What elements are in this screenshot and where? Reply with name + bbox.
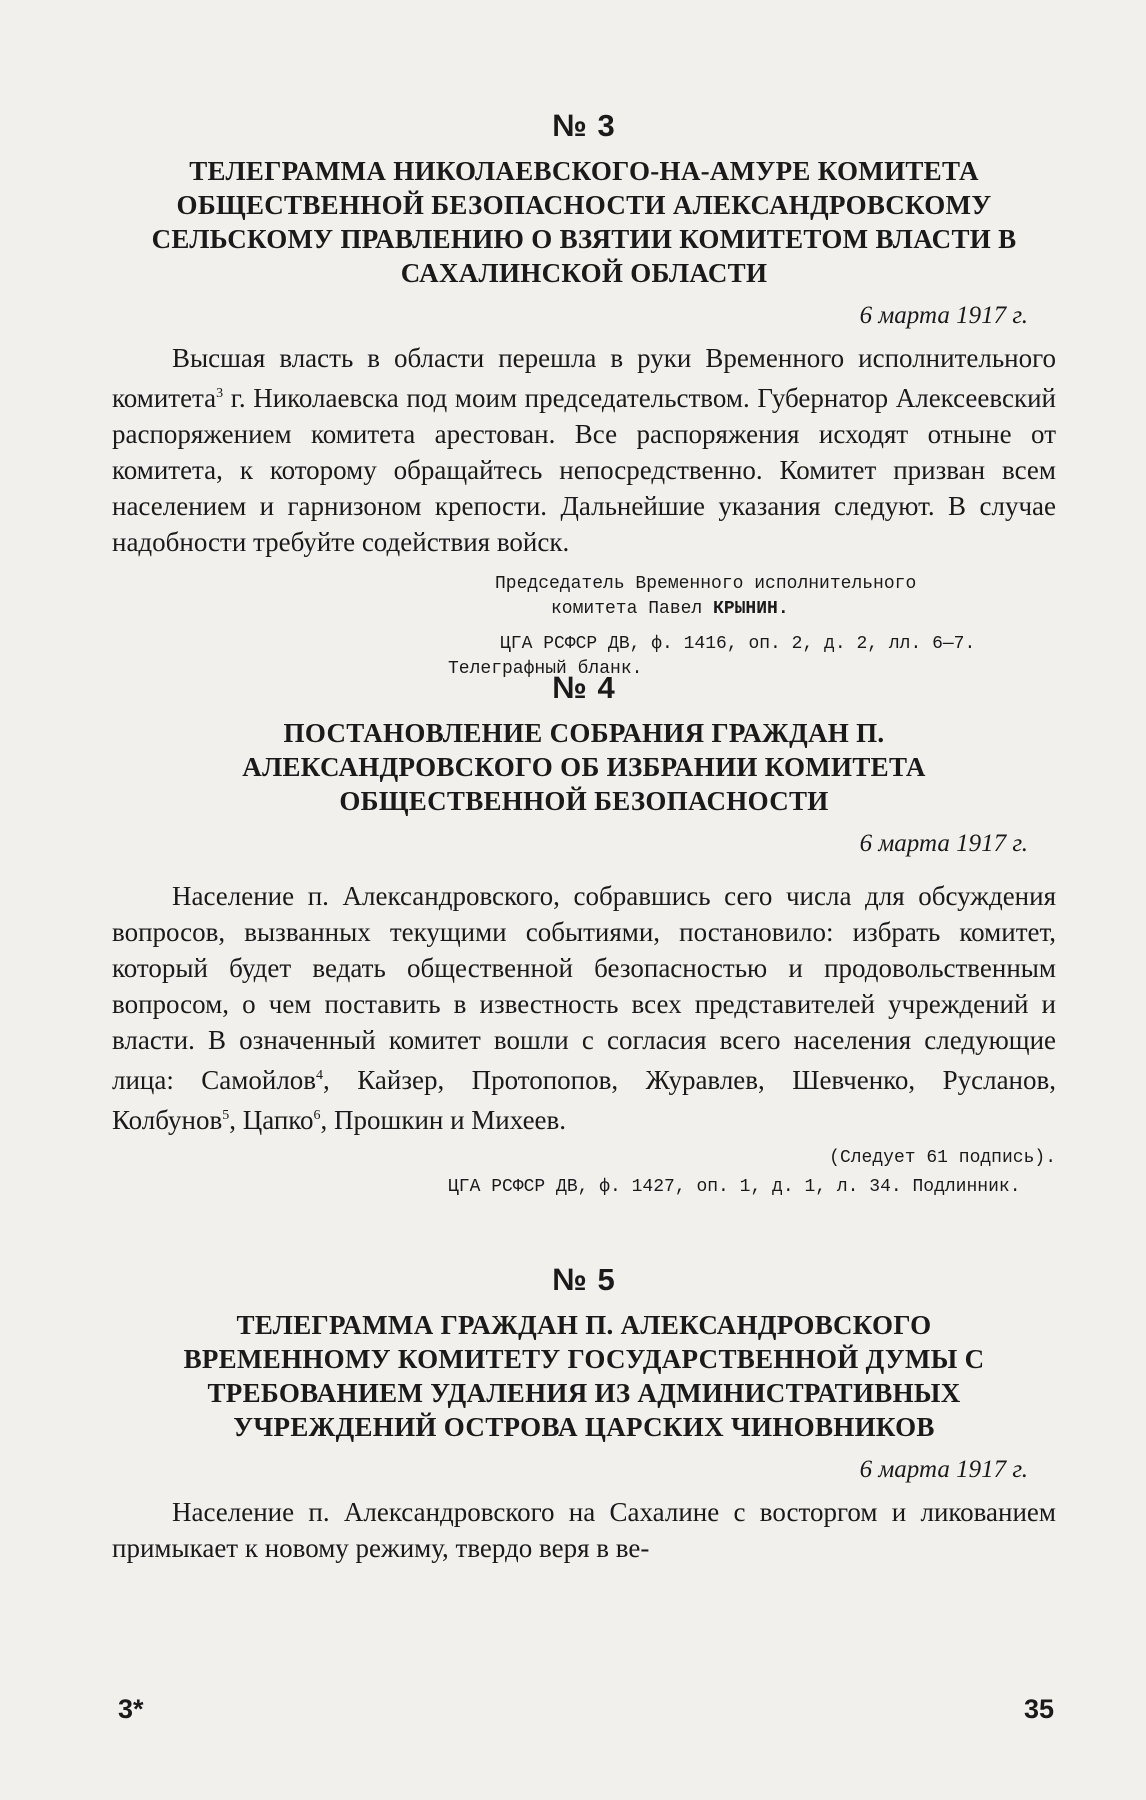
signature-block bbox=[112, 572, 1056, 622]
document-5 bbox=[112, 1262, 1056, 1566]
archive-type: Телеграфный бланк. bbox=[448, 659, 643, 679]
document-text bbox=[112, 340, 1056, 560]
document-number: № 5 bbox=[552, 1262, 616, 1297]
document-title: ТЕЛЕГРАММА ГРАЖДАН П. АЛЕКСАНДРОВСКОГО ВРЕМЕННОМУ КОМИТЕТУ ГОСУДАРСТВЕННОЙ ДУМЫ С ТРЕБОВАНИЕМ УДАЛЕНИЯ ИЗ АДМИНИСТРАТИВНЫХ УЧРЕЖДЕНИЙ ОСТРОВА ЦАРСКИХ ЧИНОВНИКОВ bbox=[183, 1310, 985, 1442]
signatures-note: (Следует 61 подпись). bbox=[829, 1148, 1056, 1168]
signature-line: Председатель Временного исполнительного bbox=[495, 574, 917, 594]
archive-citation: ЦГА РСФСР ДВ, ф. 1416, оп. 2, д. 2, лл. 6—7. bbox=[500, 634, 976, 654]
document-3 bbox=[112, 108, 1056, 679]
footnote-mark: 5 bbox=[222, 1108, 230, 1123]
text-segment: г. Николаевска под моим председательством. Губернатор Алексеевский распоряжением комитета арестован. Все распоряжения исходят отныне от комитета, к которому обращайтесь непосредственно. Комитет призван всем населением и гарнизоном крепости. Дальнейшие указания следуют. В случае надобности требуйте содействия войск. bbox=[112, 383, 1056, 557]
page-number: 35 bbox=[1023, 1694, 1054, 1724]
text-segment: , Прошкин и Михеев. bbox=[320, 1105, 567, 1135]
footnote-mark: 6 bbox=[313, 1108, 321, 1123]
document-title: ТЕЛЕГРАММА НИКОЛАЕВСКОГО-НА-АМУРЕ КОМИТЕТА ОБЩЕСТВЕННОЙ БЕЗОПАСНОСТИ АЛЕКСАНДРОВСКОМУ СЕЛЬСКОМУ ПРАВЛЕНИЮ О ВЗЯТИИ КОМИТЕТОМ ВЛАСТИ В САХАЛИНСКОЙ ОБЛАСТИ bbox=[151, 156, 1017, 288]
document-text: Население п. Александровского на Сахалине с восторгом и ликованием примыкает к новому режиму, твердо веря в ве- bbox=[112, 1497, 1056, 1563]
signature-prefix: комитета Павел bbox=[551, 599, 714, 619]
document-date: 6 марта 1917 г. bbox=[859, 830, 1028, 857]
footnote-mark: 4 bbox=[316, 1068, 324, 1083]
text-segment: , Цапко bbox=[229, 1105, 314, 1135]
signature-mark: 3* bbox=[118, 1694, 144, 1724]
archive-reference: ЦГА РСФСР ДВ, ф. 1427, оп. 1, д. 1, л. 34. Подлинник. bbox=[448, 1177, 1021, 1197]
document-date: 6 марта 1917 г. bbox=[859, 1456, 1028, 1483]
page bbox=[112, 108, 1056, 1566]
signatory-name: КРЫНИН. bbox=[713, 599, 789, 619]
text-segment: Высшая власть в области перешла в руки Временного исполнительного комитета bbox=[112, 343, 1056, 413]
document-text bbox=[112, 878, 1056, 1138]
document-date: 6 марта 1917 г. bbox=[859, 302, 1028, 329]
text-segment: Население п. Александровского, собравшись сего числа для обсуждения вопросов, вызванных текущими событиями, постановило: избрать комитет, который будет ведать общественной безопасностью и продовольственным вопросом, о чем поставить в известность всех представителей учреждений и власти. В означенный комитет вошли с согласия всего населения следующие лица: Самойлов bbox=[112, 881, 1056, 1095]
document-4 bbox=[112, 670, 1056, 1230]
text-segment: , Кайзер, Протопопов, Журавлев, Шевченко, Русланов, Колбунов bbox=[112, 1065, 1057, 1135]
footnote-mark: 3 bbox=[216, 386, 224, 401]
document-number: № 4 bbox=[552, 670, 616, 705]
document-title: ПОСТАНОВЛЕНИЕ СОБРАНИЯ ГРАЖДАН П. АЛЕКСАНДРОВСКОГО ОБ ИЗБРАНИИ КОМИТЕТА ОБЩЕСТВЕННОЙ БЕЗОПАСНОСТИ bbox=[242, 718, 926, 816]
signature-line bbox=[495, 597, 1056, 622]
document-number: № 3 bbox=[552, 108, 616, 143]
